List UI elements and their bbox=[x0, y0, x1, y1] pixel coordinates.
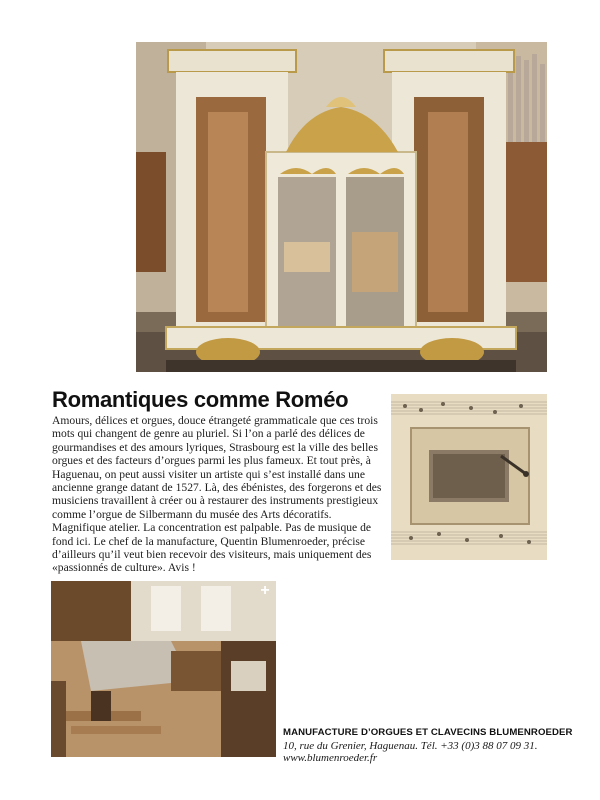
sheet-music-frame-image bbox=[391, 394, 547, 560]
street-address: 10, rue du Grenier, Haguenau. Tél. +33 (0)3 88 07 09 31. bbox=[283, 739, 538, 752]
article-body: Amours, délices et orgues, douce étrangeté grammaticale que ces trois mots qui changent de genre au pluriel. Si l’on a parlé des délices de gourmandises et des amours lyriques, Strasbourg est la ville des belles orgues et des facteurs d’orgues parmi les plus fameux. Et tout près, à Haguenau, on peut aussi visiter un artiste qui s’est installé dans une ancienne grange datant de 1527. Là, des ébénistes, des forgerons et des musiciens travaillent à créer ou à restaurer des instruments prestigieux comme l’orgue de Silbermann du musée des Arts décoratifs. Magnifique atelier. La concentration est palpable. Pas de musique de fond ici. Le chef de la manufacture, Quentin Blumenroeder, précise d’ailleurs qu’il veut bien recevoir des visiteurs, mais uniquement des «passionnés de culture». Avis ! bbox=[52, 414, 382, 575]
address-block bbox=[283, 727, 583, 765]
website-link[interactable]: www.blumenroeder.fr bbox=[283, 752, 378, 764]
expand-plus-icon[interactable]: + bbox=[260, 582, 270, 599]
workshop-photo bbox=[51, 581, 276, 757]
workshop-interior-image bbox=[51, 581, 276, 757]
article-title: Romantiques comme Roméo bbox=[52, 387, 349, 412]
organ-detail-photo bbox=[391, 394, 547, 560]
company-name: MANUFACTURE D’ORGUES ET CLAVECINS BLUMENROEDER bbox=[283, 727, 573, 738]
organ-case-photo bbox=[136, 42, 547, 372]
organ-case-image bbox=[136, 42, 547, 372]
